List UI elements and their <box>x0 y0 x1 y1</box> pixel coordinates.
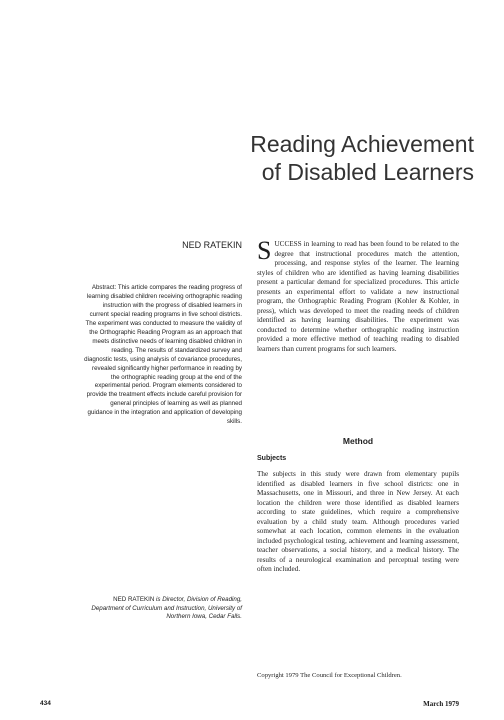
issue-date: March 1979 <box>423 700 459 708</box>
bio-text: is Director, Division of Reading, Department of Curriculum and Instruction, University of Northern Iowa, Cedar Falls. <box>91 596 242 621</box>
author-name: NED RATEKIN <box>182 240 242 250</box>
subjects-text: The subjects in this study were drawn from elementary pupils identified as disabled learners in five school districts: one in Massachusetts, one in Missouri, and three in New Jersey. At each location the children were those identified as disabled learners according to state guidelines, which require a comprehensive evaluation by a child study team. Although procedures varied somewhat at each location, common elements in the evaluation included psychological testing, achievement and learning assessment, teacher observations, a social history, and a medical history. The results of a neurological examination and perceptual testing were often included. <box>257 470 459 573</box>
author-bio <box>84 596 242 622</box>
intro-text: UCCESS in learning to read has been found to be related to the degree that instructional procedures match the attention, processing, and response styles of the learner. The learning styles of children who are identified as having learning disabilities present a particular demand for specialized procedures. This article presents an experimental effort to validate a new instructional program, the Orthographic Reading Program (Kohler & Kohler, in press), which was developed to meet the reading needs of children identified as having learning disabilities. The experiment was conducted to determine whether orthographic reading instruction provided a more effective method of teaching reading to disabled learners than current programs for such learners. <box>257 240 459 353</box>
subjects-paragraph <box>257 470 459 575</box>
copyright-text: Copyright 1979 The Council for Exceptional Children. <box>257 672 402 679</box>
abstract-text: Abstract: This article compares the reading progress of learning disabled children receiving orthographic reading instruction with the progress of disabled learners in current special reading programs in five school districts. The experiment was conducted to measure the validity of the Orthographic Reading Program as an approach that meets distinctive needs of learning disabled children in reading. The results of standardized survey and diagnostic tests, using analysis of covariance procedures, revealed significantly higher performance in reading by the orthographic reading group at the end of the experimental period. Program elements considered to provide the treatment effects include careful provision for general principles of learning as well as planned guidance in the integration and application of developing skills. <box>84 284 242 426</box>
article-title <box>74 130 474 186</box>
page-number: 434 <box>40 700 51 707</box>
abstract <box>84 284 242 427</box>
subsection-heading-subjects: Subjects <box>257 455 287 462</box>
bio-name: NED RATEKIN <box>113 596 155 603</box>
title-line-2: of Disabled Learners <box>261 159 474 185</box>
drop-cap: S <box>257 236 272 265</box>
intro-paragraph <box>257 236 459 354</box>
title-line-1: Reading Achievement <box>250 131 474 157</box>
copyright-note <box>257 672 459 681</box>
section-heading-method: Method <box>342 436 374 446</box>
